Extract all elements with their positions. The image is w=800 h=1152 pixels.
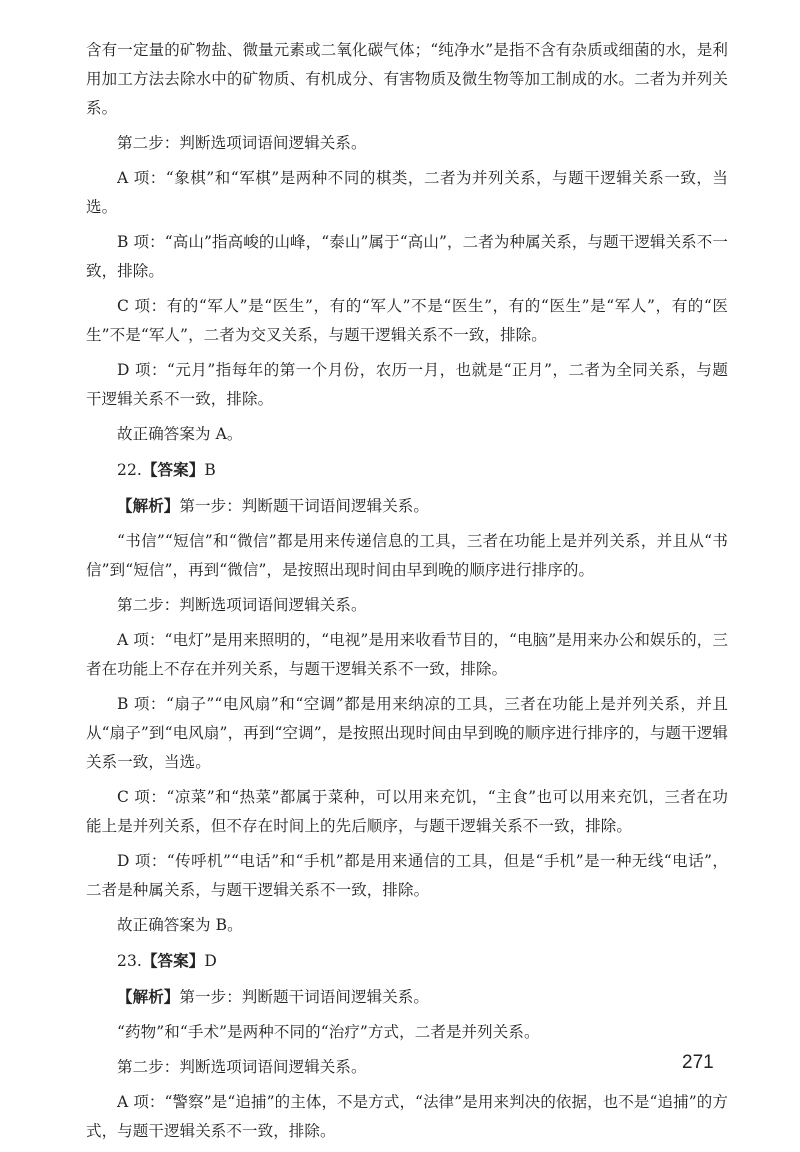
paragraph bbox=[86, 527, 728, 585]
paragraph bbox=[86, 690, 728, 777]
text-run: 第一步：判断题干词语间逻辑关系。 bbox=[179, 497, 430, 515]
page-body bbox=[86, 36, 728, 1152]
text-run: C 项：有的“军人”是“医生”，有的“军人”不是“医生”，有的“医生”是“军人”，有的“医生”不是“军人”，二者为交叉关系，与题干逻辑关系不一致，排除。 bbox=[86, 297, 728, 344]
text-run: D 项：“元月”指每年的第一个月份，农历一月，也就是“正月”，二者为全同关系，与题干逻辑关系不一致，排除。 bbox=[86, 361, 728, 408]
text-run: “书信”“短信”和“微信”都是用来传递信息的工具，三者在功能上是并列关系，并且从“书信”到“短信”，再到“微信”，是按照出现时间由早到晚的顺序进行排序的。 bbox=[86, 532, 728, 579]
paragraph bbox=[86, 911, 728, 940]
text-run: B bbox=[204, 461, 216, 479]
paragraph bbox=[86, 356, 728, 414]
text-run: D bbox=[204, 952, 217, 970]
section-label: 【解析】 bbox=[117, 987, 180, 1006]
text-run: 第二步：判断选项词语间逻辑关系。 bbox=[117, 134, 367, 152]
paragraph bbox=[86, 36, 728, 123]
text-run: B 项：“高山”指高峻的山峰，“泰山”属于“高山”，二者为种属关系，与题干逻辑关系不一致，排除。 bbox=[86, 233, 728, 280]
text-run: A 项：“警察”是“追捕”的主体，不是方式，“法律”是用来判决的依据，也不是“追捕”的方式，与题干逻辑关系不一致，排除。 bbox=[86, 1093, 728, 1140]
paragraph bbox=[86, 491, 728, 521]
paragraph bbox=[86, 1053, 728, 1082]
text-run: 故正确答案为 A。 bbox=[117, 425, 243, 443]
text-run: 23. bbox=[117, 952, 142, 970]
paragraph bbox=[86, 783, 728, 841]
text-run: C 项：“凉菜”和“热菜”都属于菜种，可以用来充饥，“主食”也可以用来充饥，三者在功能上是并列关系，但不存在时间上的先后顺序，与题干逻辑关系不一致，排除。 bbox=[86, 788, 728, 835]
page-number: 271 bbox=[682, 1052, 714, 1073]
section-label: 【解析】 bbox=[117, 496, 180, 515]
paragraph bbox=[86, 292, 728, 350]
paragraph bbox=[86, 1088, 728, 1146]
text-run: B 项：“扇子”“电风扇”和“空调”都是用来纳凉的工具，三者在功能上是并列关系，并且从“扇子”到“电风扇”，再到“空调”，是按照出现时间由早到晚的顺序进行排序的，与题干逻辑关系一致，当选。 bbox=[86, 695, 728, 771]
paragraph bbox=[86, 591, 728, 620]
text-run: “药物”和“手术”是两种不同的“治疗”方式，二者是并列关系。 bbox=[117, 1023, 540, 1041]
text-run: 22. bbox=[117, 461, 142, 479]
paragraph bbox=[86, 982, 728, 1012]
paragraph bbox=[86, 420, 728, 449]
paragraph bbox=[86, 164, 728, 222]
text-run: A 项：“象棋”和“军棋”是两种不同的棋类，二者为并列关系，与题干逻辑关系一致，当选。 bbox=[86, 169, 728, 216]
paragraph bbox=[86, 1018, 728, 1047]
text-run: 第一步：判断题干词语间逻辑关系。 bbox=[179, 988, 430, 1006]
text-run: 故正确答案为 B。 bbox=[117, 916, 243, 934]
text-run: D 项：“传呼机”“电话”和“手机”都是用来通信的工具，但是“手机”是一种无线“电话”，二者是种属关系，与题干逻辑关系不一致，排除。 bbox=[86, 852, 728, 899]
paragraph bbox=[86, 455, 728, 485]
text-run: 含有一定量的矿物盐、微量元素或二氧化碳气体；“纯净水”是指不含有杂质或细菌的水，是利用加工方法去除水中的矿物质、有机成分、有害物质及微生物等加工制成的水。二者为并列关系。 bbox=[86, 41, 728, 117]
section-label: 【答案】 bbox=[141, 951, 205, 970]
text-run: 第二步：判断选项词语间逻辑关系。 bbox=[117, 596, 367, 614]
paragraph bbox=[86, 946, 728, 976]
paragraph bbox=[86, 129, 728, 158]
paragraph bbox=[86, 228, 728, 286]
paragraph bbox=[86, 847, 728, 905]
text-run: A 项：“电灯”是用来照明的，“电视”是用来收看节目的，“电脑”是用来办公和娱乐的，三者在功能上不存在并列关系，与题干逻辑关系不一致，排除。 bbox=[86, 631, 728, 678]
paragraph bbox=[86, 626, 728, 684]
text-run: 第二步：判断选项词语间逻辑关系。 bbox=[117, 1058, 367, 1076]
section-label: 【答案】 bbox=[141, 460, 205, 479]
